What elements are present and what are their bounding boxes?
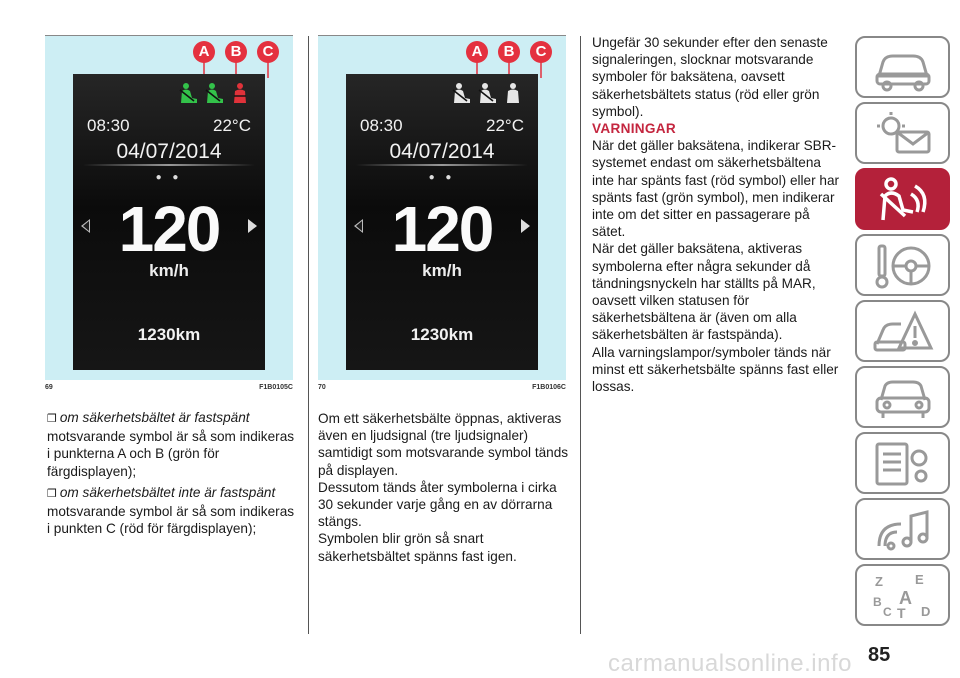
odometer: 1230km: [137, 325, 201, 344]
text-column-2: [318, 410, 570, 565]
seatbelt-indicators: [177, 82, 251, 104]
tab-starting-driving[interactable]: [855, 234, 950, 296]
seatbelt-fastened-icon: [450, 82, 472, 104]
speed-unit: km/h: [149, 261, 189, 280]
speed-unit: km/h: [422, 261, 462, 280]
svg-text:C: C: [883, 605, 892, 619]
figure-number: 69: [45, 384, 53, 391]
seatbelt-unfastened-icon: [229, 82, 251, 104]
arrow-right-icon: [248, 219, 257, 233]
tab-safety[interactable]: [855, 168, 950, 230]
outside-temperature: 22°C: [213, 116, 251, 135]
paragraph: Om ett säkerhetsbälte öppnas, aktiveras även en ljudsignal (tre ljudsignaler) samtidigt som motsvarande symbol tänds på displayen.: [318, 411, 569, 478]
figure-69: [45, 36, 293, 380]
figure-code: F1B0106C: [532, 384, 566, 391]
paragraph: motsvarande symbol är så som indikeras i punkten C (röd för färgdisplayen);: [47, 504, 295, 537]
speed-value: 120: [118, 193, 220, 265]
seat-dots: ● ●: [155, 172, 183, 183]
paragraph: Alla varningslampor/symboler tänds när minst ett säkerhetsbälte spänns fast eller lossas.: [592, 344, 839, 395]
marker-c: C: [530, 41, 552, 63]
car-front-icon: [871, 374, 935, 422]
svg-text:A: A: [899, 588, 912, 608]
seat-dots: ● ●: [428, 172, 456, 183]
figure-code: F1B0105C: [259, 384, 293, 391]
multimedia-icon: [871, 506, 935, 554]
svg-text:T: T: [897, 605, 906, 620]
svg-text:Z: Z: [875, 574, 883, 589]
text-column-1: [47, 409, 297, 537]
marker-c: C: [257, 41, 279, 63]
figure-number: 70: [318, 384, 326, 391]
arrow-right-icon: [521, 219, 530, 233]
clock: 08:30: [360, 116, 403, 135]
watermark: carmanualsonline.info: [608, 650, 852, 677]
tab-dashboard-lights[interactable]: [855, 102, 950, 164]
checkbox-bullet-icon: ❒: [47, 413, 57, 425]
figure-70: [318, 36, 566, 380]
odometer: 1230km: [410, 325, 474, 344]
instrument-display: [346, 74, 538, 370]
svg-text:D: D: [921, 604, 931, 619]
text-column-3: [592, 34, 840, 395]
seatbelt-fastened-icon: [476, 82, 498, 104]
figure-caption-69: [45, 384, 293, 396]
paragraph: Dessutom tänds åter symbolerna i cirka 30 sekunder varje gång en av dörrarna stängs.: [318, 479, 557, 530]
warnings-heading: VARNINGAR: [592, 121, 677, 137]
marker-b: B: [498, 41, 520, 63]
column-divider: [308, 36, 309, 634]
dashboard-lights-icon: [871, 110, 935, 158]
marker-a: A: [466, 41, 488, 63]
tab-emergency[interactable]: [855, 300, 950, 362]
column-divider: [580, 36, 581, 634]
bullet-item: ❒ om säkerhetsbältet är fastspänt: [47, 410, 250, 425]
seatbelt-fastened-icon: [203, 82, 225, 104]
page-number: 85: [868, 644, 891, 666]
paragraph: Symbolen blir grön så snart säkerhetsbältet spänns fast igen.: [318, 531, 517, 564]
seatbelt-airbag-icon: [871, 176, 935, 224]
warning-triangle-icon: [871, 308, 935, 356]
figure-caption-70: [318, 384, 566, 396]
seatbelt-indicators: [450, 82, 524, 104]
car-exterior-icon: [871, 44, 935, 92]
seatbelt-unfastened-icon: [502, 82, 524, 104]
date: 04/07/2014: [389, 140, 495, 163]
paragraph: Ungefär 30 sekunder efter den senaste signaleringen, slocknar motsvarande symboler för baksätena, oavsett säkerhetsbältets status (röd eller grön symbol).: [592, 35, 828, 119]
paragraph: motsvarande symbol är så som indikeras i punkterna A och B (grön för färgdisplayen);: [47, 429, 295, 479]
instrument-display: [73, 74, 265, 370]
tab-car-exterior[interactable]: [855, 36, 950, 98]
tab-technical-data[interactable]: [855, 432, 950, 494]
marker-b: B: [225, 41, 247, 63]
svg-text:E: E: [915, 572, 924, 587]
speed-value: 120: [391, 193, 493, 265]
tab-maintenance[interactable]: [855, 366, 950, 428]
seatbelt-fastened-icon: [177, 82, 199, 104]
svg-text:B: B: [873, 595, 882, 609]
paragraph: När det gäller baksätena, indikerar SBR-systemet endast om säkerhetsbältena inte har spänts fast (röd symbol) eller har spänts fast (grön symbol), men indikerar inte om det sitter en passagerare på sätet.: [592, 138, 840, 240]
checkbox-bullet-icon: ❒: [47, 487, 57, 500]
paragraph: När det gäller baksätena, aktiveras symbolerna efter några sekunder då tändningsnyckeln har ställts på MAR, oavsett vilken statusen för säkerhetsbältena är (även om alla säkerhetsbälten är fastspända).: [592, 241, 816, 343]
outside-temperature: 22°C: [486, 116, 524, 135]
steering-key-icon: [871, 242, 935, 290]
spec-sheet-gears-icon: [871, 440, 935, 488]
alphabetical-index-icon: [871, 572, 935, 620]
marker-a: A: [193, 41, 215, 63]
tab-multimedia[interactable]: [855, 498, 950, 560]
date: 04/07/2014: [116, 140, 222, 163]
clock: 08:30: [87, 116, 130, 135]
bullet-item: ❒ om säkerhetsbältet inte är fastspänt: [47, 484, 276, 500]
tab-index[interactable]: [855, 564, 950, 626]
